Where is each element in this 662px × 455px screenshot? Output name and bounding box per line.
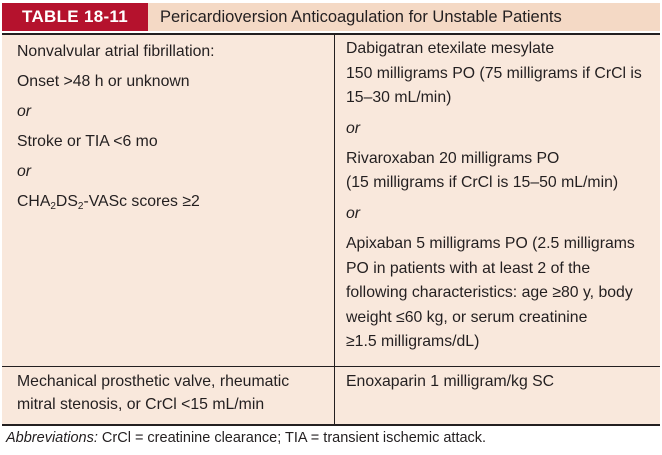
criteria-line: mitral stenosis, or CrCl <15 mL/min: [17, 396, 265, 413]
footnote-text: CrCl = creatinine clearance; TIA = transient ischemic attack.: [97, 430, 487, 446]
row2-criteria-cell: [17, 370, 289, 416]
or-separator: or: [346, 119, 361, 137]
criteria-line-score: $CHA_2DS_2$-VASc scores ≥2: [17, 193, 200, 212]
table-header: [2, 3, 660, 31]
column-divider: [334, 33, 335, 426]
row2-regimen-cell: [346, 370, 554, 393]
row1-regimen-cell: [346, 37, 642, 355]
regimen-line: ≥1.5 milligrams/dL): [346, 333, 480, 351]
or-separator: or: [17, 103, 32, 120]
or-separator: or: [17, 163, 32, 180]
regimen-line: weight ≤60 kg, or serum creatinine: [346, 308, 588, 326]
regimen-line: following characteristics: age ≥80 y, body: [346, 284, 633, 302]
or-separator: or: [346, 204, 361, 222]
table-body: [2, 33, 660, 426]
row1-criteria-cell: [17, 37, 215, 217]
regimen-line: PO in patients with at least 2 of the: [346, 259, 591, 277]
regimen-line: Enoxaparin 1 milligram/kg SC: [346, 373, 555, 390]
regimen-line: Rivaroxaban 20 milligrams PO: [346, 149, 560, 167]
footnote-label: Abbreviations:: [6, 430, 98, 446]
table-title: Pericardioversion Anticoagulation for Unstable Patients: [160, 8, 562, 26]
row-divider: [2, 366, 660, 367]
bottom-rule: [2, 424, 660, 426]
criteria-line: Mechanical prosthetic valve, rheumatic: [17, 373, 290, 390]
regimen-line: 150 milligrams PO (75 milligrams if CrCl is: [346, 64, 642, 82]
top-rule: [2, 33, 660, 35]
criteria-line: Nonvalvular atrial fibrillation:: [17, 43, 215, 60]
regimen-line: 15–30 mL/min): [346, 89, 452, 107]
footnote: [6, 428, 486, 448]
criteria-line: Onset >48 h or unknown: [17, 73, 190, 90]
regimen-line: (15 milligrams if CrCl is 15–50 mL/min): [346, 174, 619, 192]
regimen-line: Apixaban 5 milligrams PO (2.5 milligrams: [346, 234, 635, 252]
regimen-line: Dabigatran etexilate mesylate: [346, 40, 555, 57]
criteria-line: Stroke or TIA <6 mo: [17, 133, 158, 150]
table-label: TABLE 18-11: [2, 3, 148, 31]
